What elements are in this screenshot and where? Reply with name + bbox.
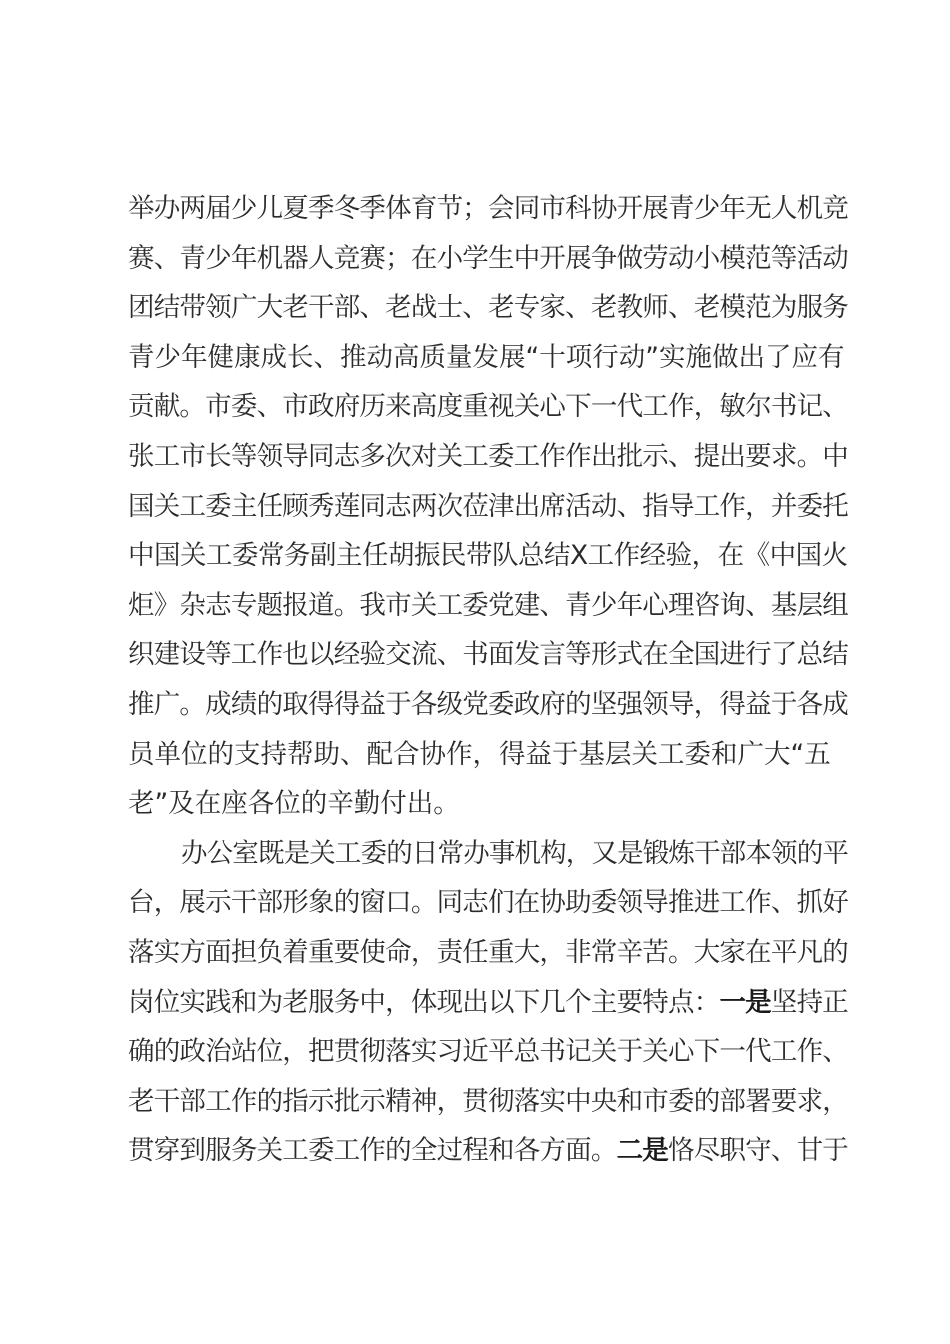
text-line: 贡献。市委、市政府历来高度重视关心下一代工作，敏尔书记、 xyxy=(128,391,848,423)
emphasis-label: 二是 xyxy=(616,1135,669,1167)
text-line: 举办两届少儿夏季冬季体育节；会同市科协开展青少年无人机竞 xyxy=(128,193,848,224)
text-line: 落实方面担负着重要使命，责任重大，非常辛苦。大家在平凡的 xyxy=(128,936,848,968)
text-line: 老”及在座各位的辛勤付出。 xyxy=(128,788,460,820)
emphasis-label: 一是 xyxy=(719,986,771,1018)
text-segment: 恪尽职守、甘于 xyxy=(668,1135,849,1167)
paragraph-1 xyxy=(128,184,848,829)
text-line xyxy=(128,1126,848,1176)
text-line: 炬》杂志专题报道。我市关工委党建、青少年心理咨询、基层组 xyxy=(128,589,848,621)
text-line: 推广。成绩的取得得益于各级党委政府的坚强领导，得益于各成 xyxy=(128,688,848,720)
text-segment: 坚持正 xyxy=(770,986,849,1018)
text-line: 团结带领广大老干部、老战士、老专家、老教师、老模范为服务 xyxy=(128,292,848,324)
text-line: 赛、青少年机器人竞赛；在小学生中开展争做劳动小模范等活动 xyxy=(128,242,848,274)
text-line: 国关工委主任顾秀莲同志两次莅津出席活动、指导工作，并委托 xyxy=(128,490,848,522)
text-line: 青少年健康成长、推动高质量发展“十项行动”实施做出了应有 xyxy=(128,341,845,373)
text-line: 员单位的支持帮助、配合协作，得益于基层关工委和广大“五 xyxy=(128,738,831,770)
body-text xyxy=(128,184,848,1176)
text-line: 张工市长等领导同志多次对关工委工作作出批示、提出要求。中 xyxy=(128,440,848,472)
paragraph-2 xyxy=(128,829,848,1176)
text-line: 办公室既是关工委的日常办事机构，又是锻炼干部本领的平 xyxy=(181,837,848,869)
text-segment: 岗位实践和为老服务中，体现出以下几个主要特点： xyxy=(128,986,720,1018)
text-line: 确的政治站位，把贯彻落实习近平总书记关于关心下一代工作、 xyxy=(128,1036,848,1068)
text-line: 老干部工作的指示批示精神，贯彻落实中央和市委的部署要求， xyxy=(128,1085,848,1117)
text-line: 织建设等工作也以经验交流、书面发言等形式在全国进行了总结 xyxy=(128,639,848,671)
text-line: 台，展示干部形象的窗口。同志们在协助委领导推进工作、抓好 xyxy=(128,887,848,919)
text-segment: 贯穿到服务关工委工作的全过程和各方面。 xyxy=(128,1135,617,1167)
text-line: 中国关工委常务副主任胡振民带队总结X工作经验，在《中国火 xyxy=(128,540,848,572)
text-line xyxy=(128,978,848,1028)
